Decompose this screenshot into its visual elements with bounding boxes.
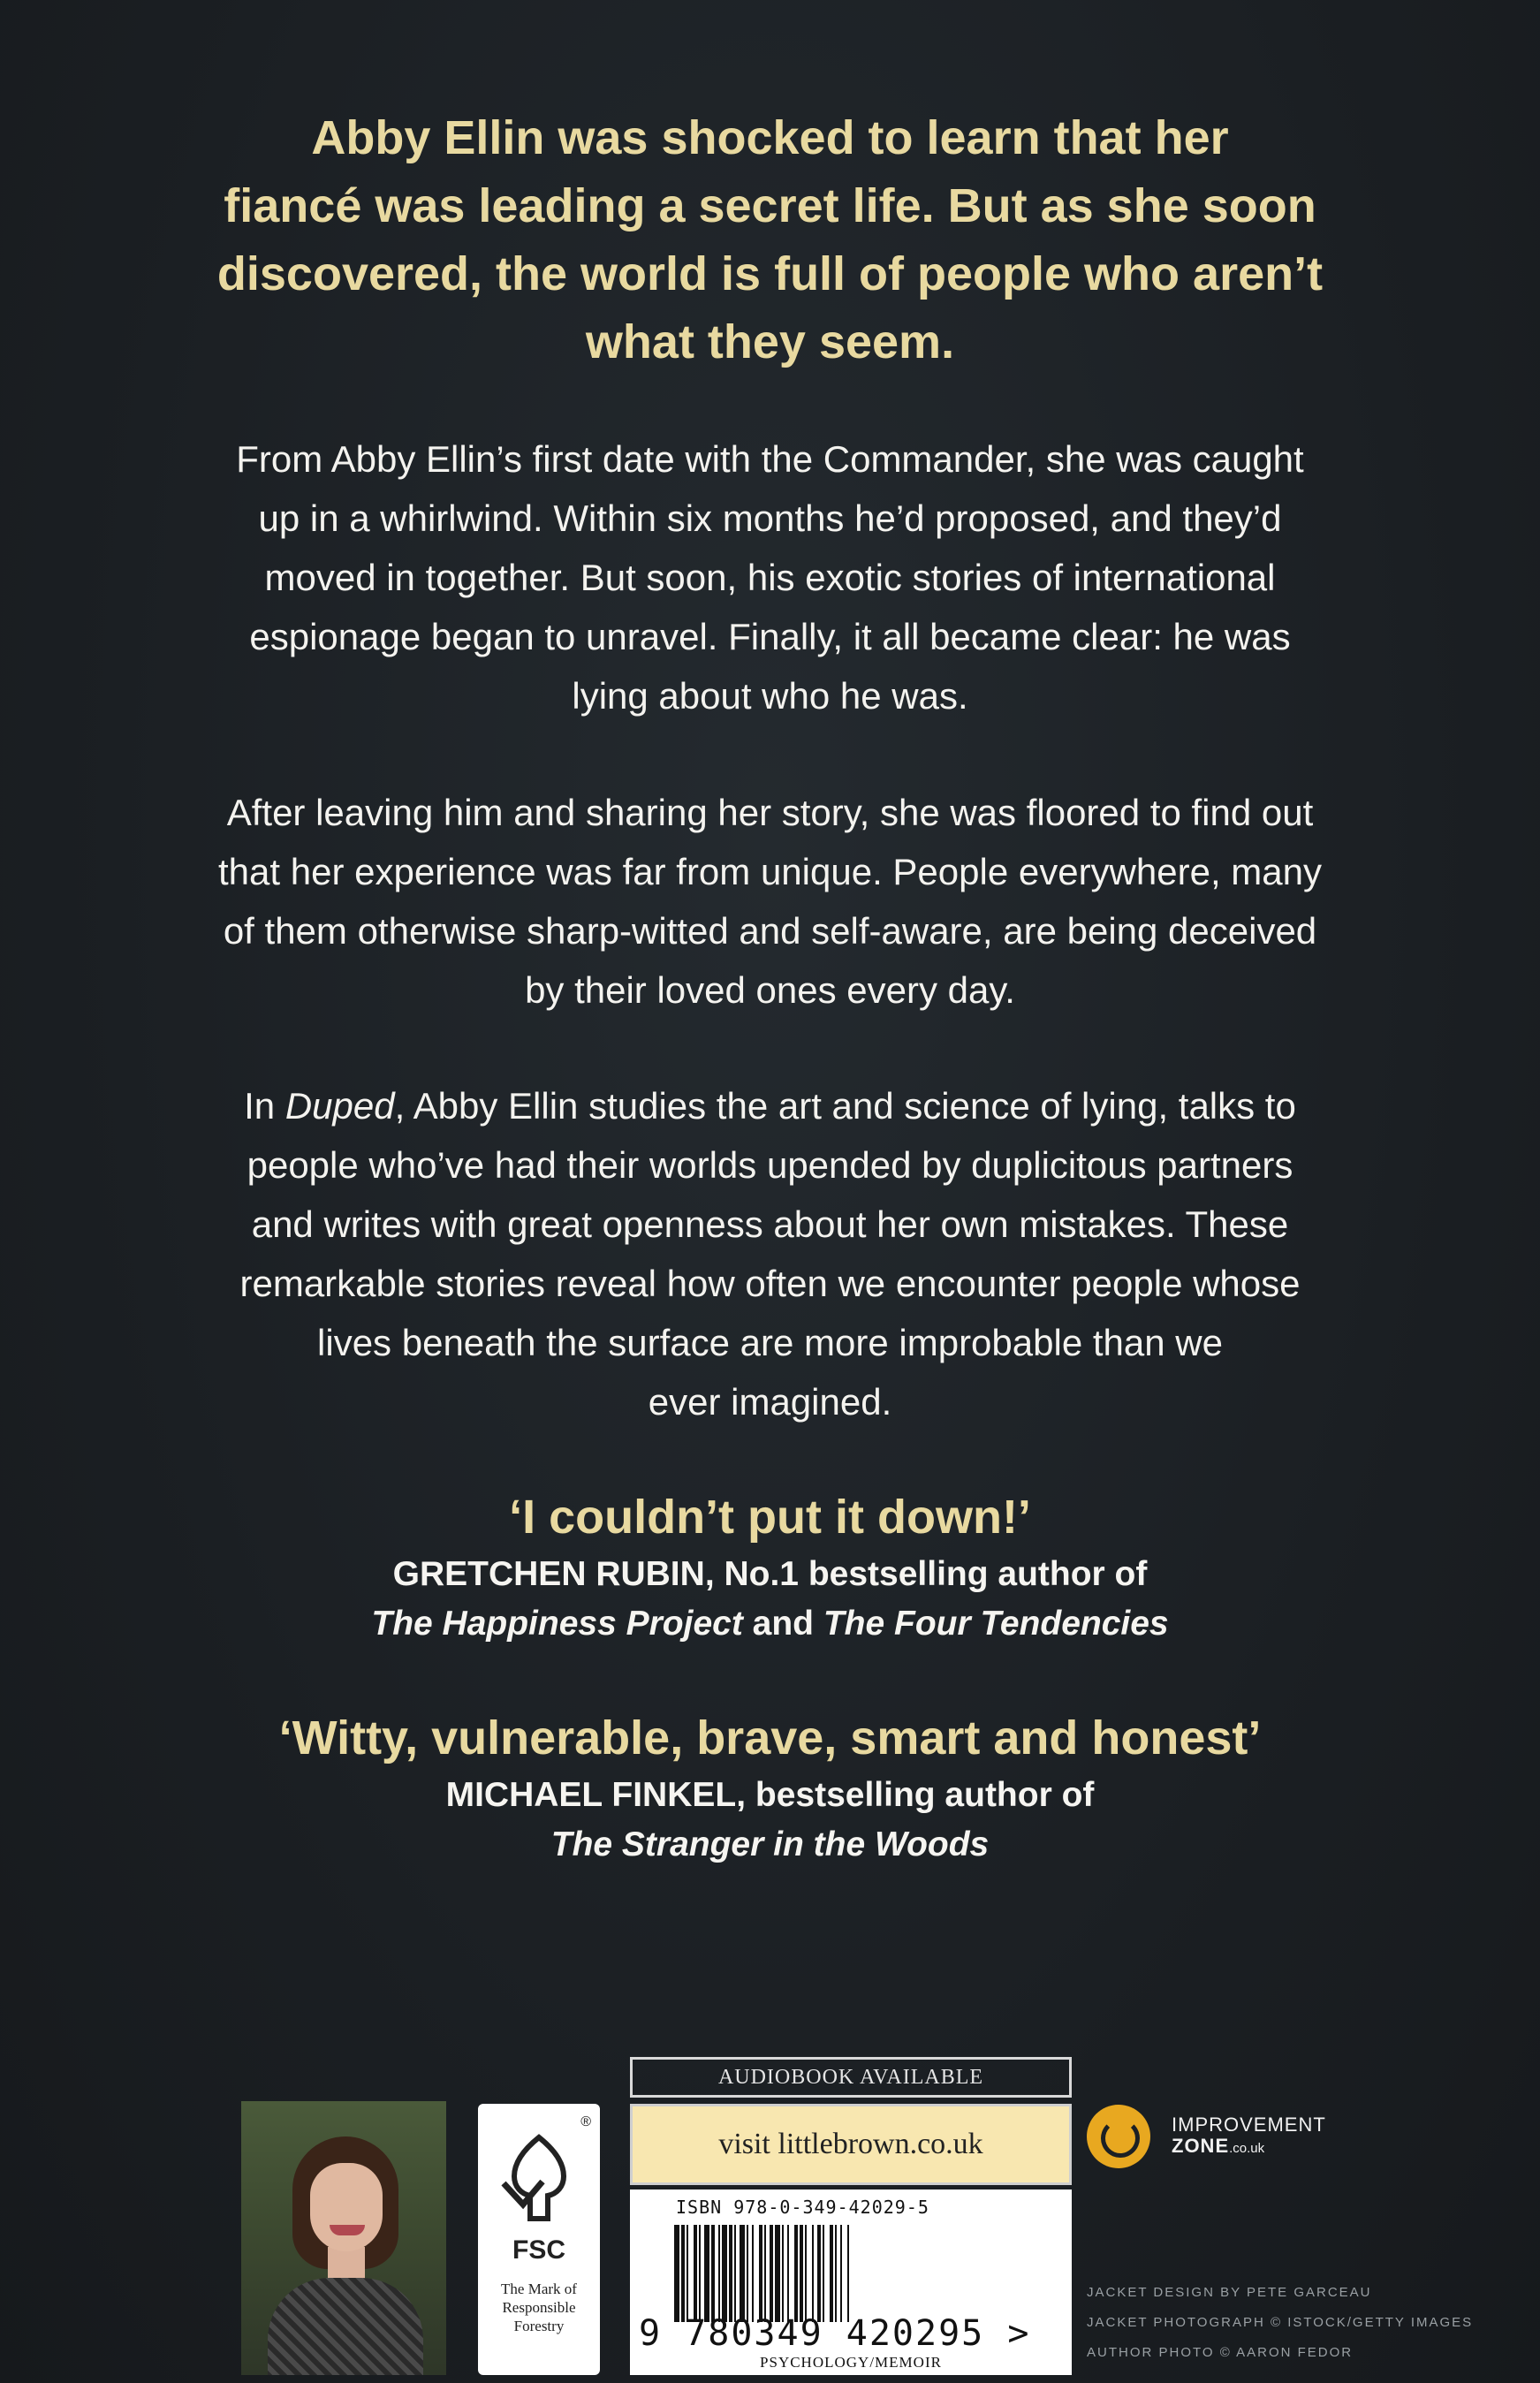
barcode bbox=[674, 2225, 1028, 2322]
paragraph-line: lives beneath the surface are more improbable than we bbox=[317, 1322, 1223, 1363]
author-desc: , bestselling author of bbox=[736, 1776, 1095, 1814]
headline-line: discovered, the world is full of people who aren’t bbox=[216, 247, 1324, 300]
book-title: The Happiness Project bbox=[371, 1605, 743, 1643]
barcode-stripe bbox=[800, 2225, 803, 2322]
improvement-zone-logo bbox=[1085, 2100, 1350, 2180]
credit-line: JACKET DESIGN BY PETE GARCEAU bbox=[1087, 2285, 1372, 2300]
attribution-line bbox=[106, 1820, 1434, 1870]
barcode-stripe bbox=[817, 2225, 821, 2322]
barcode-stripe bbox=[835, 2225, 837, 2322]
paragraph-line: of them otherwise sharp-witted and self-aware, are being deceived bbox=[223, 910, 1317, 952]
barcode-stripe bbox=[782, 2225, 784, 2322]
barcode-stripe bbox=[699, 2225, 701, 2322]
attribution-line bbox=[106, 1550, 1434, 1599]
barcode-stripe bbox=[740, 2225, 745, 2322]
barcode-panel bbox=[630, 2189, 1072, 2375]
barcode-stripe bbox=[681, 2225, 685, 2322]
barcode-stripe bbox=[734, 2225, 736, 2322]
paragraph-line: that her experience was far from unique. People everywhere, many bbox=[218, 851, 1322, 892]
barcode-stripe bbox=[674, 2225, 679, 2322]
barcode-stripe bbox=[775, 2225, 780, 2322]
fsc-label: FSC bbox=[512, 2235, 565, 2265]
quote-1-attribution bbox=[106, 1550, 1434, 1649]
barcode-stripe bbox=[847, 2225, 849, 2322]
fsc-subtext: The Mark of Responsible Forestry bbox=[501, 2281, 577, 2334]
attribution-line bbox=[106, 1599, 1434, 1649]
barcode-stripe bbox=[747, 2225, 748, 2322]
quote-author: MICHAEL FINKEL bbox=[445, 1776, 737, 1814]
blurb-paragraph-1 bbox=[133, 429, 1407, 725]
improvement-zone-text bbox=[1172, 2114, 1326, 2159]
barcode-stripe bbox=[823, 2225, 824, 2322]
jacket-credits bbox=[1087, 2278, 1511, 2368]
paragraph-line: ever imagined. bbox=[648, 1381, 892, 1423]
fsc-logo bbox=[478, 2104, 600, 2375]
book-title: Duped bbox=[284, 1085, 395, 1127]
photo-face bbox=[310, 2163, 383, 2251]
blurb-paragraph-3 bbox=[133, 1076, 1407, 1431]
paragraph-line: From Abby Ellin’s first date with the Commander, she was caught bbox=[236, 438, 1304, 480]
paragraph-line: espionage began to unravel. Finally, it all became clear: he was bbox=[249, 616, 1291, 657]
credit-line: JACKET PHOTOGRAPH © ISTOCK/GETTY IMAGES bbox=[1087, 2315, 1474, 2330]
paragraph-line: up in a whirlwind. Within six months he’d proposed, and they’d bbox=[258, 497, 1282, 539]
quote-author: GRETCHEN RUBIN bbox=[392, 1555, 705, 1593]
book-title: The Stranger in the Woods bbox=[550, 1825, 990, 1863]
blurb-paragraph-2 bbox=[133, 783, 1407, 1020]
book-title: The Four Tendencies bbox=[823, 1605, 1169, 1643]
tree-check-icon bbox=[495, 2130, 583, 2227]
izone-domain: .co.uk bbox=[1229, 2141, 1265, 2156]
author-photo bbox=[241, 2101, 446, 2375]
barcode-stripe bbox=[718, 2225, 720, 2322]
quote-1: ‘I couldn’t put it down!’ bbox=[509, 1491, 1031, 1544]
barcode-digits: 9 780349 420295 > bbox=[639, 2313, 1031, 2354]
photo-dress bbox=[268, 2278, 423, 2375]
barcode-stripe bbox=[812, 2225, 814, 2322]
audiobook-banner: AUDIOBOOK AVAILABLE bbox=[630, 2057, 1072, 2098]
izone-line-1: IMPROVEMENT bbox=[1172, 2114, 1326, 2136]
conjunction: and bbox=[742, 1605, 823, 1643]
book-category: PSYCHOLOGY/MEMOIR bbox=[760, 2354, 942, 2371]
barcode-stripe bbox=[752, 2225, 754, 2322]
credit-line: AUTHOR PHOTO © AARON FEDOR bbox=[1087, 2345, 1354, 2360]
paragraph-line: After leaving him and sharing her story, she was floored to find out bbox=[226, 792, 1314, 833]
barcode-stripe bbox=[759, 2225, 762, 2322]
paragraph-prefix: In bbox=[244, 1085, 285, 1127]
photo-smile bbox=[330, 2225, 365, 2235]
barcode-stripe bbox=[704, 2225, 709, 2322]
headline-line: what they seem. bbox=[585, 315, 955, 368]
barcode-stripe bbox=[794, 2225, 798, 2322]
barcode-stripe bbox=[729, 2225, 732, 2322]
barcode-stripe bbox=[687, 2225, 688, 2322]
headline bbox=[106, 104, 1434, 376]
barcode-stripe bbox=[711, 2225, 715, 2322]
izone-line-2 bbox=[1172, 2136, 1326, 2159]
registered-mark: ® bbox=[580, 2114, 591, 2129]
izone-zone: ZONE bbox=[1172, 2135, 1230, 2157]
website-link[interactable]: visit littlebrown.co.uk bbox=[630, 2104, 1072, 2185]
author-desc: , No.1 bestselling author of bbox=[704, 1555, 1148, 1593]
paragraph-line: and writes with great openness about her own mistakes. These bbox=[251, 1203, 1289, 1245]
barcode-stripe bbox=[764, 2225, 766, 2322]
paragraph-line: by their loved ones every day. bbox=[525, 969, 1015, 1011]
barcode-stripe bbox=[787, 2225, 789, 2322]
barcode-stripe bbox=[805, 2225, 807, 2322]
quote-2: ‘Witty, vulnerable, brave, smart and honest’ bbox=[278, 1711, 1262, 1764]
barcode-stripe bbox=[694, 2225, 697, 2322]
barcode-stripe bbox=[830, 2225, 833, 2322]
improvement-zone-ring-icon bbox=[1101, 2119, 1140, 2158]
headline-line: Abby Ellin was shocked to learn that her bbox=[311, 111, 1229, 164]
paragraph-line: lying about who he was. bbox=[572, 675, 968, 717]
paragraph-line: remarkable stories reveal how often we encounter people whose bbox=[239, 1263, 1301, 1304]
paragraph-line bbox=[133, 1076, 1407, 1135]
headline-line: fiancé was leading a secret life. But as she soon bbox=[224, 179, 1316, 232]
isbn-number: ISBN 978-0-349-42029-5 bbox=[676, 2197, 929, 2218]
barcode-stripe bbox=[770, 2225, 773, 2322]
paragraph-suffix: , Abby Ellin studies the art and science of lying, talks to bbox=[394, 1085, 1296, 1127]
barcode-stripe bbox=[722, 2225, 727, 2322]
quote-2-attribution bbox=[106, 1771, 1434, 1870]
paragraph-line: people who’ve had their worlds upended by duplicitous partners bbox=[247, 1144, 1293, 1186]
paragraph-line: moved in together. But soon, his exotic stories of international bbox=[264, 557, 1276, 598]
attribution-line bbox=[106, 1771, 1434, 1820]
barcode-stripe bbox=[840, 2225, 842, 2322]
